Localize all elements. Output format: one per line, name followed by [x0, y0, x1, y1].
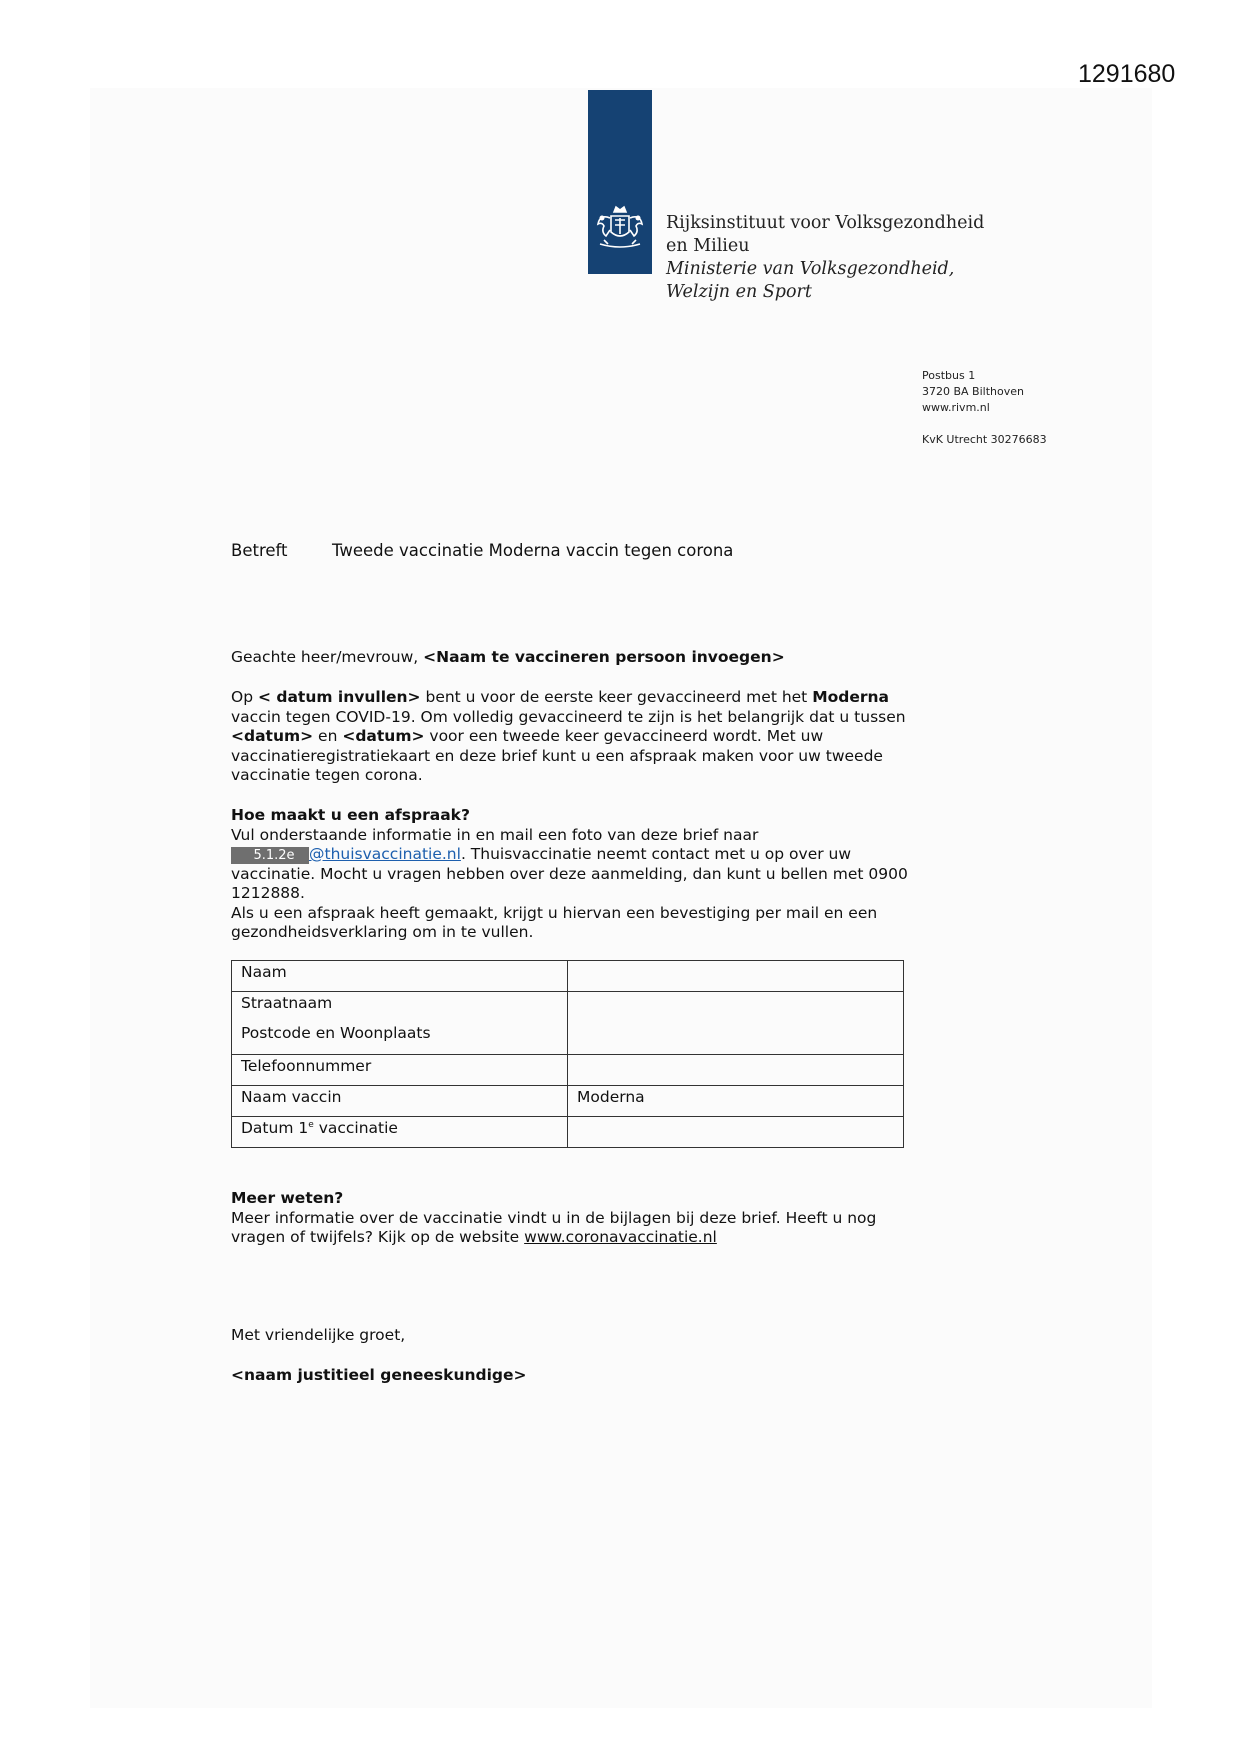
sender-website: www.rivm.nl: [922, 401, 990, 414]
intro-paragraph: [231, 688, 931, 786]
table-row: [232, 1086, 904, 1117]
form-field-telefoon[interactable]: [568, 1055, 904, 1086]
date-placeholder: < datum invullen>: [257, 688, 421, 706]
crowned-lion-coat-of-arms-icon: [592, 204, 648, 254]
datum-suffix: vaccinatie: [313, 1119, 398, 1137]
subject-label: Betreft: [231, 541, 288, 560]
document-id: 1291680: [1078, 60, 1176, 88]
registration-form-table: [231, 960, 904, 1148]
signer-placeholder: <naam justitieel geneeskundige>: [231, 1366, 527, 1384]
datum-prefix: Datum 1: [241, 1119, 309, 1137]
form-field-naam[interactable]: [568, 961, 904, 992]
form-label-postcode: Postcode en Woonplaats: [241, 1024, 431, 1042]
table-row: [232, 961, 904, 992]
form-field-datum[interactable]: [568, 1117, 904, 1148]
appointment-section: [231, 806, 931, 943]
ministry-line-2: Welzijn en Sport: [666, 282, 812, 302]
intro-text: vaccin tegen COVID-19. Om volledig gevaccineerd te zijn is het belangrijk dat u tussen: [231, 707, 906, 726]
sender-address: [922, 368, 1047, 448]
appointment-contact-text: . Thuisvaccinatie neemt contact met u op over uw vaccinatie. Mocht u vragen hebben over deze aanmelding, dan kunt u bellen met 0900 1212888.: [231, 845, 908, 902]
form-label-telefoon: Telefoonnummer: [232, 1055, 568, 1086]
intro-text: Op: [231, 688, 258, 706]
intro-text: bent u voor de eerste keer gevaccineerd met het: [420, 688, 813, 706]
more-info-text: Meer informatie over de vaccinatie vindt u in de bijlagen bij deze brief. Heeft u nog vragen of twijfels? Kijk op de website: [231, 1208, 877, 1246]
form-label-address: [232, 992, 568, 1055]
sender-kvk: KvK Utrecht 30276683: [922, 433, 1047, 446]
more-info-section: [231, 1189, 931, 1248]
appointment-confirmation-text: Als u een afspraak heeft gemaakt, krijgt u hiervan een bevestiging per mail en een gezondheidsverklaring om in te vullen.: [231, 903, 878, 941]
greeting-text: Geachte heer/mevrouw,: [231, 648, 424, 666]
form-field-address[interactable]: [568, 992, 904, 1055]
table-row: [232, 1117, 904, 1148]
org-line-2: en Milieu: [666, 236, 750, 256]
subject-line: [231, 541, 931, 561]
appointment-heading: Hoe maakt u een afspraak?: [231, 806, 470, 824]
website-link[interactable]: www.coronavaccinatie.nl: [524, 1228, 717, 1246]
organisation-name: [666, 212, 984, 304]
form-label-vaccin: Naam vaccin: [232, 1086, 568, 1117]
org-line-1: Rijksinstituut voor Volksgezondheid: [666, 213, 985, 233]
logo-bar: [588, 90, 652, 274]
more-info-heading: Meer weten?: [231, 1189, 344, 1207]
closing-greeting: Met vriendelijke groet,: [231, 1326, 406, 1344]
redaction-box: 5.1.2e: [231, 847, 309, 864]
subject-text: Tweede vaccinatie Moderna vaccin tegen corona: [332, 541, 734, 560]
table-row: [232, 1055, 904, 1086]
date-placeholder: <datum>: [342, 727, 425, 745]
table-row: [232, 992, 904, 1055]
vaccine-name: Moderna: [812, 688, 890, 706]
sender-postbus: Postbus 1: [922, 369, 976, 382]
intro-text: voor een tweede keer gevaccineerd wordt. Met uw vaccinatieregistratiekaart en deze brief kunt u een afspraak maken voor uw tweede vaccinatie tegen corona.: [231, 727, 883, 784]
recipient-placeholder: <Naam te vaccineren persoon invoegen>: [423, 648, 785, 666]
form-label-naam: Naam: [232, 961, 568, 992]
email-link[interactable]: @thuisvaccinatie.nl: [309, 845, 461, 863]
intro-text: en: [313, 727, 343, 745]
ministry-line-1: Ministerie van Volksgezondheid,: [666, 259, 955, 279]
form-label-datum: [232, 1117, 568, 1148]
sender-city: 3720 BA Bilthoven: [922, 385, 1024, 398]
greeting: [231, 648, 931, 668]
date-placeholder: <datum>: [231, 727, 314, 745]
form-label-straat: Straatnaam: [241, 994, 333, 1012]
datum-superscript: e: [308, 1119, 314, 1130]
appointment-instruction: Vul onderstaande informatie in en mail een foto van deze brief naar: [231, 825, 759, 844]
form-value-vaccin: Moderna: [568, 1086, 904, 1117]
